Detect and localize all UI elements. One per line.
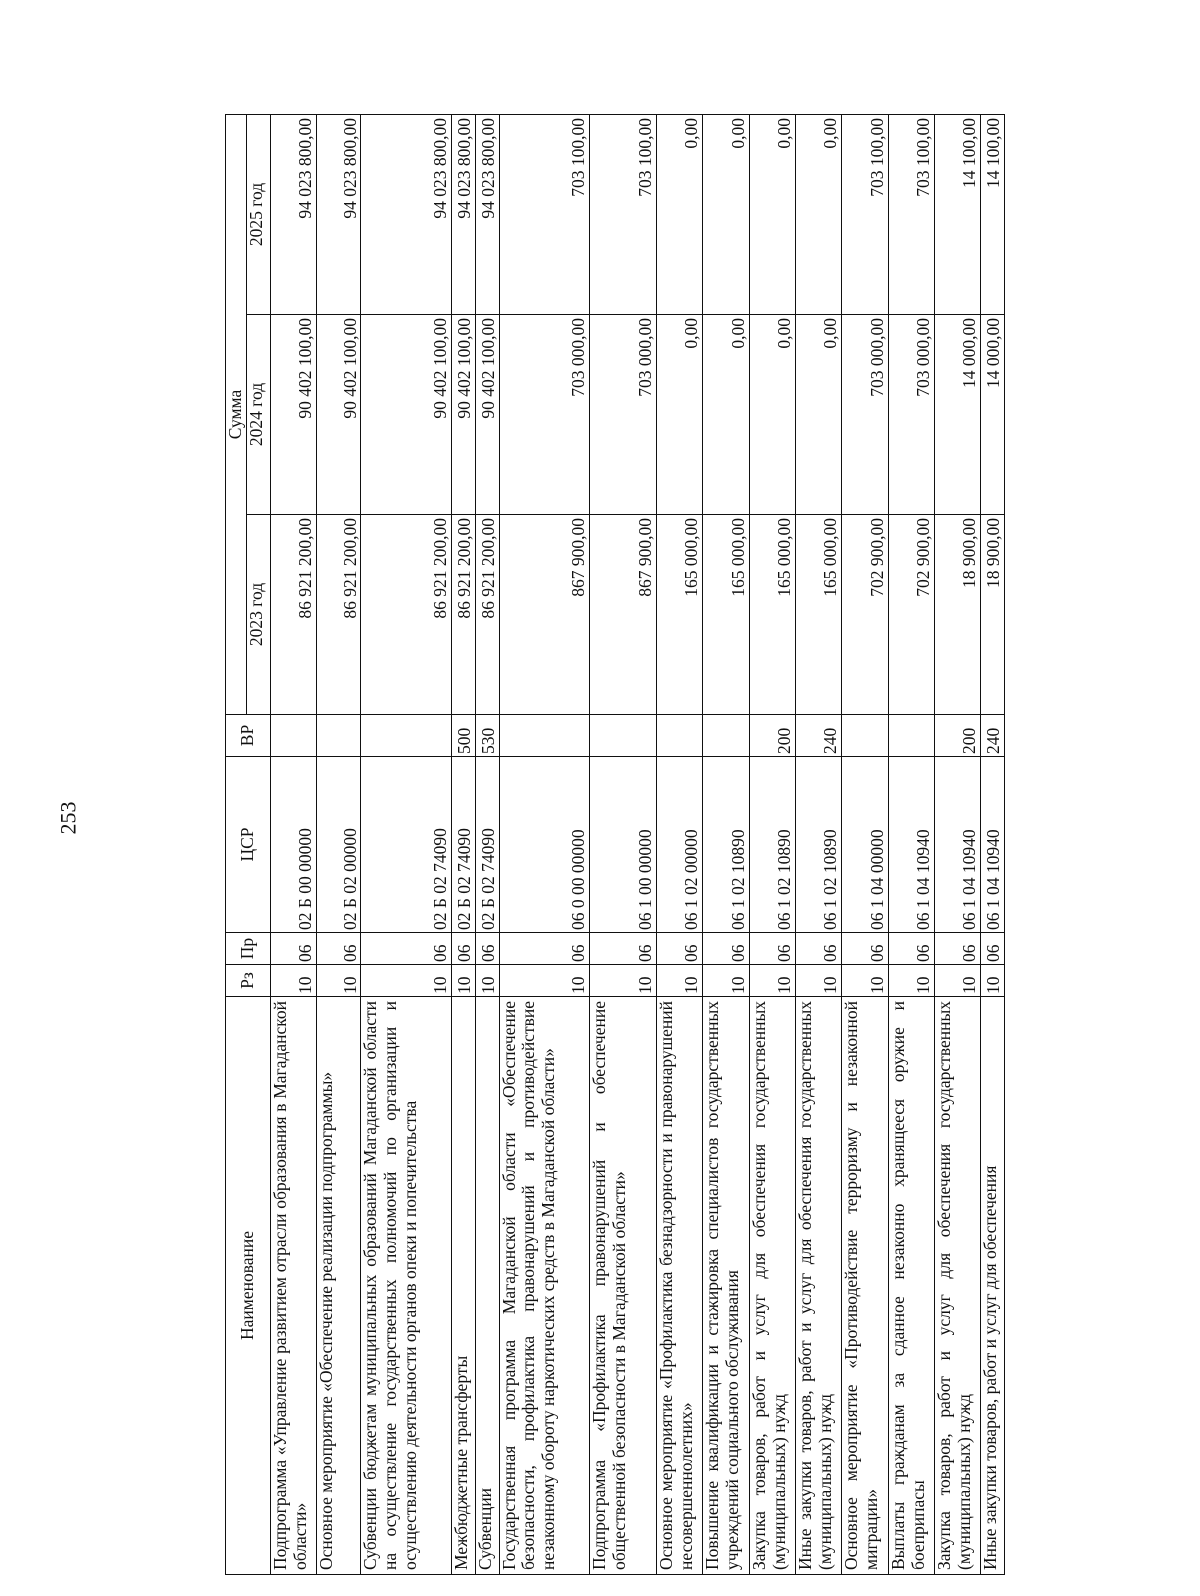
row-vr [590,715,657,757]
row-name: Межбюджетные трансферты [452,997,476,1575]
row-amount-2023: 165 000,00 [657,515,703,715]
header-csr: ЦСР [226,757,271,933]
row-amount-2023: 165 000,00 [749,515,795,715]
row-vr [703,715,749,757]
row-pr: 06 [934,933,980,965]
row-name: Выплаты гражданам за сданное незаконно хранящееся оружие и боеприпасы [888,997,934,1575]
row-amount-2024: 90 402 100,00 [452,315,476,515]
row-pr: 06 [981,933,1005,965]
row-amount-2023: 867 900,00 [499,515,590,715]
row-amount-2023: 702 900,00 [888,515,934,715]
table-row [981,114,1005,1574]
row-pr: 06 [590,933,657,965]
header-name: Наименование [226,997,271,1575]
row-rz: 10 [703,965,749,997]
table-row [590,114,657,1574]
row-csr: 02 Б 02 74090 [475,757,499,933]
row-vr: 240 [981,715,1005,757]
row-amount-2023: 702 900,00 [842,515,888,715]
row-rz: 10 [657,965,703,997]
row-pr: 06 [657,933,703,965]
table-row [888,114,934,1574]
row-name: Иные закупки товаров, работ и услуг для обеспечения [981,997,1005,1575]
row-rz: 10 [842,965,888,997]
row-amount-2024: 703 000,00 [590,315,657,515]
row-name: Основное мероприятие «Противодействие терроризму и незаконной миграции» [842,997,888,1575]
row-amount-2025: 703 100,00 [888,114,934,314]
row-rz: 10 [888,965,934,997]
row-amount-2025: 703 100,00 [590,114,657,314]
row-name: Основное мероприятие «Профилактика безнадзорности и правонарушений несовершеннолетних» [657,997,703,1575]
row-csr: 06 1 04 10940 [888,757,934,933]
row-vr [657,715,703,757]
row-vr [842,715,888,757]
page-number: 253 [55,801,81,835]
row-rz: 10 [452,965,476,997]
row-pr: 06 [361,933,452,965]
row-pr: 06 [270,933,316,965]
row-pr: 06 [795,933,841,965]
table-row [475,114,499,1574]
row-vr: 500 [452,715,476,757]
row-name: Основное мероприятие «Обеспечение реализации подпрограммы» [317,997,361,1575]
table-row [795,114,841,1574]
row-vr: 240 [795,715,841,757]
table-row [361,114,452,1574]
row-csr: 02 Б 02 00000 [317,757,361,933]
row-rz: 10 [590,965,657,997]
row-amount-2024: 703 000,00 [499,315,590,515]
row-name: Повышение квалификации и стажировка специалистов государственных учреждений социального обслуживания [703,997,749,1575]
row-amount-2025: 703 100,00 [842,114,888,314]
row-csr: 06 1 02 10890 [795,757,841,933]
row-name: Закупка товаров, работ и услуг для обеспечения государственных (муниципальных) нужд [934,997,980,1575]
table-body [270,114,1004,1574]
row-amount-2025: 0,00 [703,114,749,314]
row-amount-2024: 0,00 [703,315,749,515]
row-rz: 10 [749,965,795,997]
table-row [749,114,795,1574]
row-amount-2025: 0,00 [795,114,841,314]
row-pr: 06 [475,933,499,965]
row-csr: 02 Б 02 74090 [361,757,452,933]
row-amount-2023: 86 921 200,00 [317,515,361,715]
row-amount-2025: 0,00 [749,114,795,314]
row-amount-2024: 90 402 100,00 [475,315,499,515]
row-name: Государственная программа Магаданской области «Обеспечение безопасности, профилактика правонарушений и противодействие незаконному обороту наркотических средств в Магаданской области» [499,997,590,1575]
table-row [934,114,980,1574]
row-vr [317,715,361,757]
header-pr: Пр [226,933,271,965]
row-name: Закупка товаров, работ и услуг для обеспечения государственных (муниципальных) нужд [749,997,795,1575]
row-pr: 06 [749,933,795,965]
row-vr [361,715,452,757]
header-2025: 2025 год [246,114,270,314]
row-amount-2025: 94 023 800,00 [361,114,452,314]
row-pr: 06 [888,933,934,965]
row-csr: 06 1 00 00000 [590,757,657,933]
row-amount-2024: 703 000,00 [842,315,888,515]
row-amount-2024: 0,00 [795,315,841,515]
row-name: Подпрограмма «Профилактика правонарушений и обеспечение общественной безопасности в Магаданской области» [590,997,657,1575]
row-amount-2023: 86 921 200,00 [452,515,476,715]
row-csr: 06 1 04 10940 [981,757,1005,933]
row-amount-2023: 165 000,00 [703,515,749,715]
row-rz: 10 [361,965,452,997]
row-amount-2024: 0,00 [657,315,703,515]
row-amount-2023: 867 900,00 [590,515,657,715]
row-rz: 10 [317,965,361,997]
row-amount-2025: 14 100,00 [934,114,980,314]
row-amount-2025: 94 023 800,00 [270,114,316,314]
row-amount-2023: 165 000,00 [795,515,841,715]
row-amount-2024: 90 402 100,00 [317,315,361,515]
row-pr: 06 [842,933,888,965]
table-row [657,114,703,1574]
table-row [270,114,316,1574]
row-amount-2024: 14 000,00 [934,315,980,515]
row-amount-2024: 14 000,00 [981,315,1005,515]
budget-table [225,114,1005,1575]
row-amount-2024: 90 402 100,00 [270,315,316,515]
row-csr: 06 0 00 00000 [499,757,590,933]
row-amount-2024: 90 402 100,00 [361,315,452,515]
row-amount-2025: 94 023 800,00 [452,114,476,314]
header-2023: 2023 год [246,515,270,715]
table-row [842,114,888,1574]
row-amount-2025: 94 023 800,00 [475,114,499,314]
table-row [452,114,476,1574]
row-vr: 530 [475,715,499,757]
row-amount-2023: 86 921 200,00 [361,515,452,715]
row-csr: 06 1 04 10940 [934,757,980,933]
row-amount-2025: 703 100,00 [499,114,590,314]
row-amount-2025: 0,00 [657,114,703,314]
row-pr: 06 [317,933,361,965]
row-rz: 10 [270,965,316,997]
row-amount-2023: 18 900,00 [981,515,1005,715]
row-csr: 02 Б 00 00000 [270,757,316,933]
row-amount-2023: 86 921 200,00 [475,515,499,715]
table-row [703,114,749,1574]
row-rz: 10 [475,965,499,997]
row-vr [888,715,934,757]
row-csr: 06 1 02 10890 [749,757,795,933]
row-name: Субвенции бюджетам муниципальных образований Магаданской области на осуществление государственных полномочий по организации и осуществлению деятельности органов опеки и попечительства [361,997,452,1575]
row-rz: 10 [499,965,590,997]
row-rz: 10 [934,965,980,997]
header-sum: Сумма [226,114,247,714]
row-amount-2025: 14 100,00 [981,114,1005,314]
row-csr: 06 1 02 00000 [657,757,703,933]
row-rz: 10 [795,965,841,997]
row-vr: 200 [749,715,795,757]
table-header [226,114,271,1574]
row-csr: 06 1 02 10890 [703,757,749,933]
row-pr: 06 [452,933,476,965]
header-2024: 2024 год [246,315,270,515]
row-csr: 02 Б 02 74090 [452,757,476,933]
row-csr: 06 1 04 00000 [842,757,888,933]
row-amount-2025: 94 023 800,00 [317,114,361,314]
rotated-table-wrapper [225,115,1005,1575]
row-vr: 200 [934,715,980,757]
row-amount-2024: 703 000,00 [888,315,934,515]
header-vr: ВР [226,715,271,757]
row-amount-2024: 0,00 [749,315,795,515]
row-pr: 06 [499,933,590,965]
table-row [317,114,361,1574]
row-name: Подпрограмма «Управление развитием отрасли образования в Магаданской области» [270,997,316,1575]
header-rz: Рз [226,965,271,997]
row-pr: 06 [703,933,749,965]
row-vr [270,715,316,757]
row-vr [499,715,590,757]
row-amount-2023: 18 900,00 [934,515,980,715]
row-name: Иные закупки товаров, работ и услуг для обеспечения государственных (муниципальных) нужд [795,997,841,1575]
row-amount-2023: 86 921 200,00 [270,515,316,715]
row-rz: 10 [981,965,1005,997]
row-name: Субвенции [475,997,499,1575]
table-row [499,114,590,1574]
